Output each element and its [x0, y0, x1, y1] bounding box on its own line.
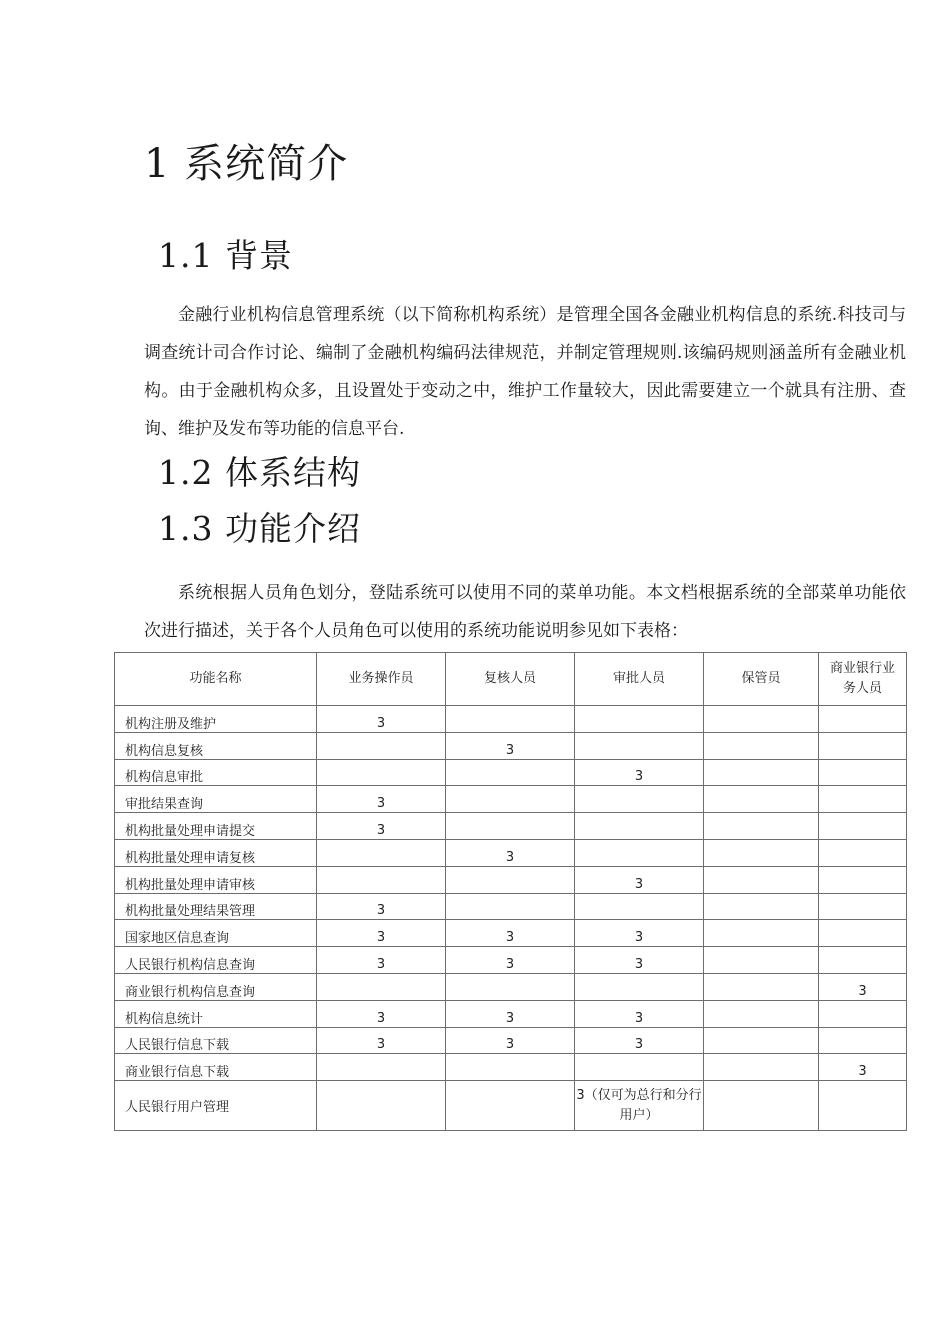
role-permission-cell: 3	[819, 973, 907, 1000]
role-permission-cell	[704, 839, 819, 866]
role-permission-cell: 3	[575, 866, 704, 893]
function-name-cell: 机构批量处理申请提交	[115, 813, 317, 840]
role-permission-cell: 3	[317, 920, 446, 947]
function-name-cell: 审批结果查询	[115, 786, 317, 813]
role-permission-cell	[819, 866, 907, 893]
role-permission-cell	[819, 947, 907, 974]
role-permission-cell	[446, 706, 575, 733]
table-row	[115, 1000, 907, 1027]
header-custodian: 保管员	[704, 653, 819, 706]
table-row	[115, 1027, 907, 1054]
table-row	[115, 920, 907, 947]
table-row	[115, 732, 907, 759]
role-permission-cell	[317, 839, 446, 866]
role-permission-cell	[704, 973, 819, 1000]
table-row	[115, 813, 907, 840]
role-permission-cell	[819, 893, 907, 920]
role-permission-cell	[317, 973, 446, 1000]
function-paragraph: 系统根据人员角色划分，登陆系统可以使用不同的菜单功能。本文档根据系统的全部菜单功能依次进行描述，关于各个人员角色可以使用的系统功能说明参见如下表格：	[144, 583, 906, 641]
table-row	[115, 706, 907, 733]
role-permission-cell: 3	[446, 920, 575, 947]
role-permission-cell	[446, 759, 575, 786]
role-permission-cell	[446, 1081, 575, 1131]
role-permission-cell	[446, 1054, 575, 1081]
role-permission-cell	[819, 1000, 907, 1027]
role-permission-cell	[704, 732, 819, 759]
role-permission-cell: 3	[317, 706, 446, 733]
role-permission-cell	[819, 1081, 907, 1131]
role-permission-cell	[819, 732, 907, 759]
role-permission-cell	[317, 732, 446, 759]
chapter-title: 1 系统简介	[144, 141, 349, 187]
role-permission-cell	[446, 866, 575, 893]
role-permission-cell: 3	[446, 1027, 575, 1054]
role-permission-cell	[704, 786, 819, 813]
header-operator: 业务操作员	[317, 653, 446, 706]
role-permission-cell	[446, 893, 575, 920]
role-permission-cell	[317, 1054, 446, 1081]
function-name-cell: 机构信息统计	[115, 1000, 317, 1027]
table-row	[115, 866, 907, 893]
table-body	[115, 706, 907, 1131]
role-permission-cell: 3	[819, 1054, 907, 1081]
role-permission-cell	[819, 706, 907, 733]
role-permission-cell: 3	[575, 947, 704, 974]
function-name-cell: 人民银行信息下载	[115, 1027, 317, 1054]
role-permission-cell	[575, 839, 704, 866]
role-permission-cell	[575, 786, 704, 813]
role-permission-cell	[704, 1054, 819, 1081]
role-permission-cell	[704, 947, 819, 974]
role-permission-cell	[446, 786, 575, 813]
role-permission-cell	[446, 813, 575, 840]
table-row	[115, 1081, 907, 1131]
section-heading-background: 1.1 背景	[158, 236, 293, 275]
role-permission-cell	[704, 866, 819, 893]
header-function-name: 功能名称	[115, 653, 317, 706]
role-permission-cell	[575, 706, 704, 733]
role-permission-cell: 3	[446, 1000, 575, 1027]
role-permission-cell	[575, 973, 704, 1000]
header-reviewer: 复核人员	[446, 653, 575, 706]
function-name-cell: 机构批量处理申请审核	[115, 866, 317, 893]
header-approver: 审批人员	[575, 653, 704, 706]
section-heading-architecture: 1.2 体系结构	[158, 453, 361, 492]
function-name-cell: 商业银行信息下载	[115, 1054, 317, 1081]
function-name-cell: 机构批量处理申请复核	[115, 839, 317, 866]
role-permission-cell: 3	[446, 839, 575, 866]
role-permission-cell	[704, 1000, 819, 1027]
function-name-cell: 人民银行用户管理	[115, 1081, 317, 1131]
role-permission-cell	[575, 893, 704, 920]
role-permission-cell: 3	[317, 786, 446, 813]
table-row	[115, 759, 907, 786]
role-permission-cell	[575, 732, 704, 759]
role-permission-cell	[704, 759, 819, 786]
table-row	[115, 893, 907, 920]
role-permission-cell	[317, 866, 446, 893]
role-permission-cell	[704, 920, 819, 947]
table-header-row	[115, 653, 907, 706]
role-permission-cell: 3	[575, 920, 704, 947]
role-permission-cell: 3	[575, 1027, 704, 1054]
role-permission-cell	[819, 813, 907, 840]
role-permission-cell	[575, 1054, 704, 1081]
role-permission-cell	[704, 1081, 819, 1131]
function-name-cell: 机构信息复核	[115, 732, 317, 759]
role-permission-cell	[575, 813, 704, 840]
function-name-cell: 机构批量处理结果管理	[115, 893, 317, 920]
role-permission-cell: 3	[317, 947, 446, 974]
role-permission-cell	[819, 1027, 907, 1054]
table-row	[115, 786, 907, 813]
role-permission-cell: 3	[446, 947, 575, 974]
role-permission-cell	[704, 893, 819, 920]
role-permission-cell	[317, 759, 446, 786]
role-permission-cell: 3（仅可为总行和分行用户）	[575, 1081, 704, 1131]
role-permission-cell	[704, 813, 819, 840]
function-name-cell: 商业银行机构信息查询	[115, 973, 317, 1000]
function-name-cell: 机构信息审批	[115, 759, 317, 786]
role-permission-cell: 3	[317, 893, 446, 920]
table-row	[115, 1054, 907, 1081]
role-permission-cell	[819, 759, 907, 786]
table-row	[115, 839, 907, 866]
role-permission-cell	[819, 786, 907, 813]
role-permission-cell: 3	[446, 732, 575, 759]
function-name-cell: 国家地区信息查询	[115, 920, 317, 947]
role-permission-cell: 3	[317, 1000, 446, 1027]
function-name-cell: 机构注册及维护	[115, 706, 317, 733]
role-permission-cell	[446, 973, 575, 1000]
role-permission-cell	[819, 920, 907, 947]
role-permission-cell: 3	[317, 813, 446, 840]
table-row	[115, 947, 907, 974]
function-name-cell: 人民银行机构信息查询	[115, 947, 317, 974]
role-permission-cell	[704, 706, 819, 733]
role-permission-cell: 3	[317, 1027, 446, 1054]
table-row	[115, 973, 907, 1000]
role-permission-cell: 3	[575, 1000, 704, 1027]
role-permission-cell: 3	[575, 759, 704, 786]
header-commercial-bank-staff: 商业银行业务人员	[819, 653, 907, 706]
role-permission-cell	[704, 1027, 819, 1054]
background-paragraph: 金融行业机构信息管理系统（以下简称机构系统）是管理全国各金融业机构信息的系统.科技司与调查统计司合作讨论、编制了金融机构编码法律规范，并制定管理规则.该编码规则涵盖所有金融业机构。由于金融机构众多，且设置处于变动之中，维护工作量较大，因此需要建立一个就具有注册、查询、维护及发布等功能的信息平台.	[144, 305, 906, 439]
section-heading-functions: 1.3 功能介绍	[158, 509, 361, 548]
role-permission-cell	[819, 839, 907, 866]
role-permission-cell	[317, 1081, 446, 1131]
function-role-table	[114, 652, 907, 1131]
